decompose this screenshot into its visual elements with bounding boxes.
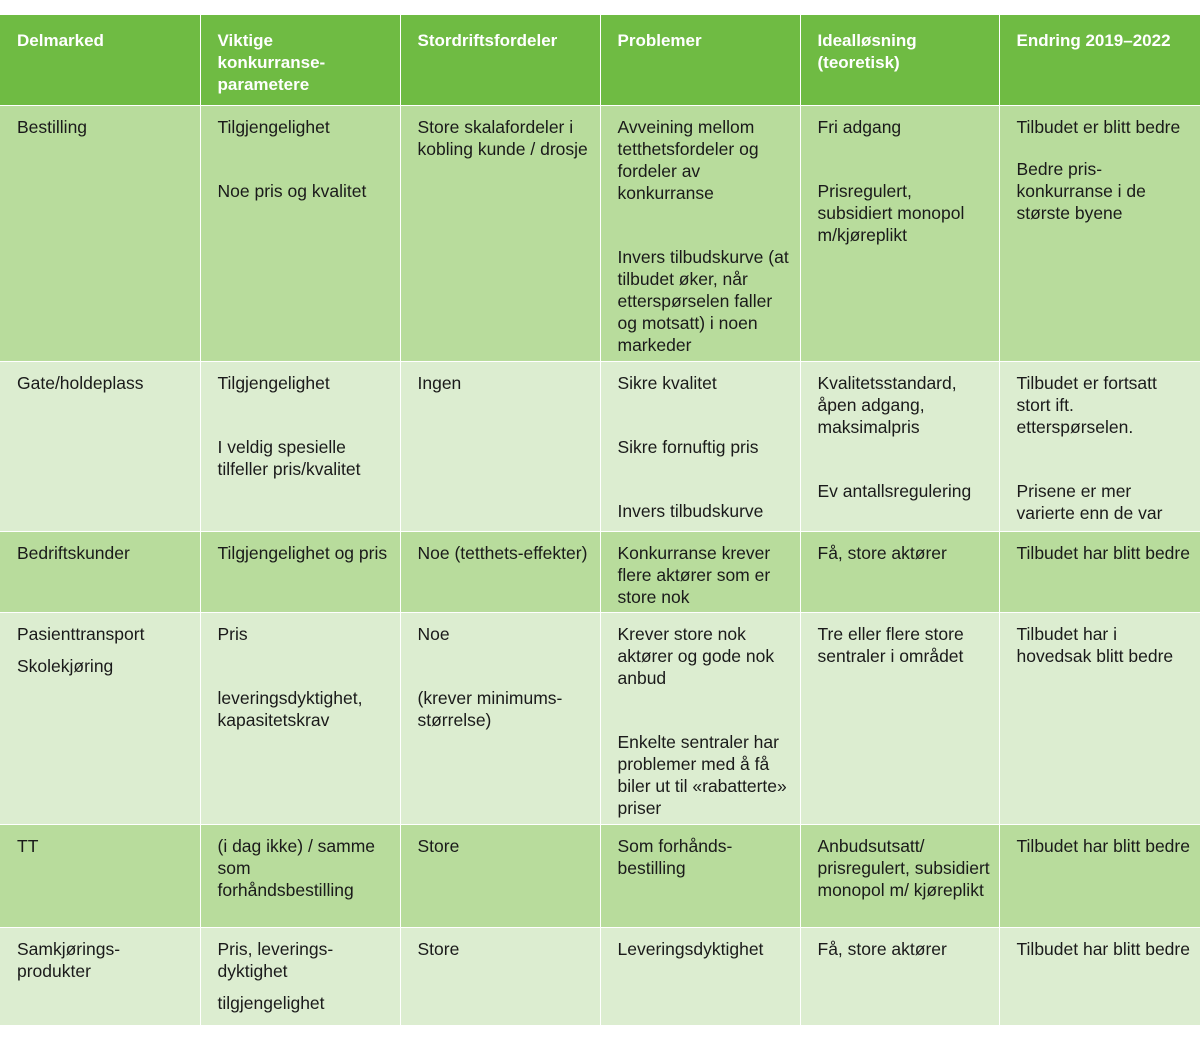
cell-stordrift: Store skalafordeler i kobling kunde / drosje: [400, 106, 600, 362]
cell-ideal: Få, store aktører: [800, 928, 999, 1026]
table-row: [0, 928, 1200, 1026]
cell-problemer: Som forhånds-bestilling: [600, 825, 800, 928]
header-delmarked: Delmarked: [0, 15, 200, 106]
cell-ideal: Tre eller flere store sentraler i området: [800, 613, 999, 825]
cell-endring: Tilbudet har blitt bedre: [999, 825, 1200, 928]
cell-endring: Tilbudet er fortsatt stort ift. etterspørselen. Prisene er mer varierte enn de var: [999, 362, 1200, 532]
cell-stordrift: Store: [400, 928, 600, 1026]
table-row: [0, 532, 1200, 613]
cell-problemer: Krever store nok aktører og gode nok anbud Enkelte sentraler har problemer med å få biler ut til «rabatterte» priser: [600, 613, 800, 825]
cell-delmarked: Samkjørings-produkter: [0, 928, 200, 1026]
cell-problemer: Leveringsdyktighet: [600, 928, 800, 1026]
cell-parametere: Tilgjengelighet Noe pris og kvalitet: [200, 106, 400, 362]
cell-delmarked: Bedriftskunder: [0, 532, 200, 613]
header-viktige-parametere: Viktige konkurranse- parametere: [200, 15, 400, 106]
cell-delmarked: Bestilling: [0, 106, 200, 362]
cell-parametere: Tilgjengelighet og pris: [200, 532, 400, 613]
cell-ideal: Fri adgang Prisregulert, subsidiert monopol m/kjøreplikt: [800, 106, 999, 362]
cell-parametere: Pris, leverings-dyktighet tilgjengelighet: [200, 928, 400, 1026]
cell-endring: Tilbudet har blitt bedre: [999, 928, 1200, 1026]
cell-ideal: Anbudsutsatt/ prisregulert, subsidiert monopol m/ kjøreplikt: [800, 825, 999, 928]
market-table: [0, 15, 1200, 1026]
cell-delmarked: TT: [0, 825, 200, 928]
table-row: [0, 362, 1200, 532]
header-stordriftsfordeler: Stordriftsfordeler: [400, 15, 600, 106]
cell-ideal: Kvalitetsstandard, åpen adgang, maksimalpris Ev antallsregulering: [800, 362, 999, 532]
cell-ideal: Få, store aktører: [800, 532, 999, 613]
table-row: [0, 106, 1200, 362]
cell-stordrift: Ingen: [400, 362, 600, 532]
cell-problemer: Avveining mellom tetthetsfordeler og fordeler av konkurranse Invers tilbudskurve (at tilbudet øker, når etterspørselen faller og motsatt) i noen markeder: [600, 106, 800, 362]
cell-stordrift: Store: [400, 825, 600, 928]
cell-parametere: Pris leveringsdyktighet, kapasitetskrav: [200, 613, 400, 825]
cell-delmarked: Pasienttransport Skolekjøring: [0, 613, 200, 825]
header-problemer: Problemer: [600, 15, 800, 106]
cell-endring: Tilbudet er blitt bedre Bedre pris-konkurranse i de største byene: [999, 106, 1200, 362]
header-idealløsning: Idealløsning (teoretisk): [800, 15, 999, 106]
cell-parametere: (i dag ikke) / samme som forhåndsbestilling: [200, 825, 400, 928]
cell-problemer: Sikre kvalitet Sikre fornuftig pris Invers tilbudskurve: [600, 362, 800, 532]
cell-problemer: Konkurranse krever flere aktører som er store nok: [600, 532, 800, 613]
header-endring: Endring 2019–2022: [999, 15, 1200, 106]
cell-stordrift: Noe (tetthets-effekter): [400, 532, 600, 613]
cell-stordrift: Noe (krever minimums-størrelse): [400, 613, 600, 825]
table-row: [0, 825, 1200, 928]
cell-delmarked: Gate/holdeplass: [0, 362, 200, 532]
cell-parametere: Tilgjengelighet I veldig spesielle tilfeller pris/kvalitet: [200, 362, 400, 532]
header-row: [0, 15, 1200, 106]
table-row: [0, 613, 1200, 825]
cell-endring: Tilbudet har blitt bedre: [999, 532, 1200, 613]
cell-endring: Tilbudet har i hovedsak blitt bedre: [999, 613, 1200, 825]
